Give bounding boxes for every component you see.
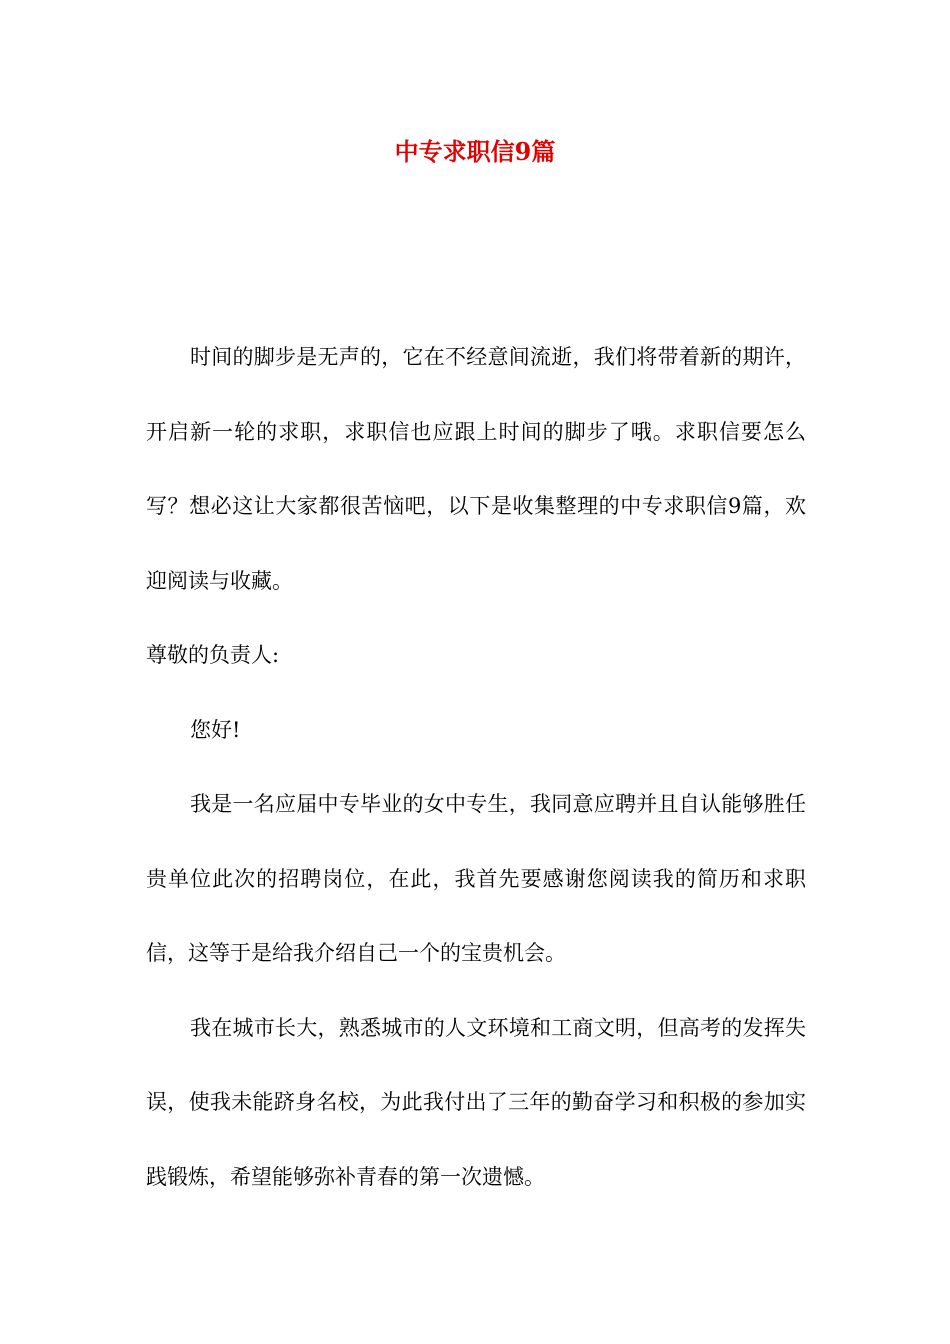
paragraph-body-1: 我是一名应届中专毕业的女中专生，我同意应聘并且自认能够胜任贵单位此次的招聘岗位，在此，我首先要感谢您阅读我的简历和求职信，这等于是给我介绍自己一个的宝贵机会。: [146, 792, 806, 965]
paragraph-greeting: 您好!: [190, 717, 241, 742]
document-body: [146, 320, 806, 1214]
paragraph-body-2: 我在城市长大，熟悉城市的人文环境和工商文明，但高考的发挥失误，使我未能跻身名校，为此我付出了三年的勤奋学习和积极的参加实践锻炼，希望能够弥补青春的第一次遗憾。: [146, 1015, 806, 1189]
paragraph-intro: 时间的脚步是无声的，它在不经意间流逝，我们将带着新的期许，开启新一轮的求职，求职信也应跟上时间的脚步了哦。求职信要怎么写？想必这让大家都很苦恼吧，以下是收集整理的中专求职信9篇，欢迎阅读与收藏。: [146, 345, 806, 593]
document-title: 中专求职信9篇: [394, 137, 556, 166]
paragraph-salutation: 尊敬的负责人:: [146, 643, 280, 667]
